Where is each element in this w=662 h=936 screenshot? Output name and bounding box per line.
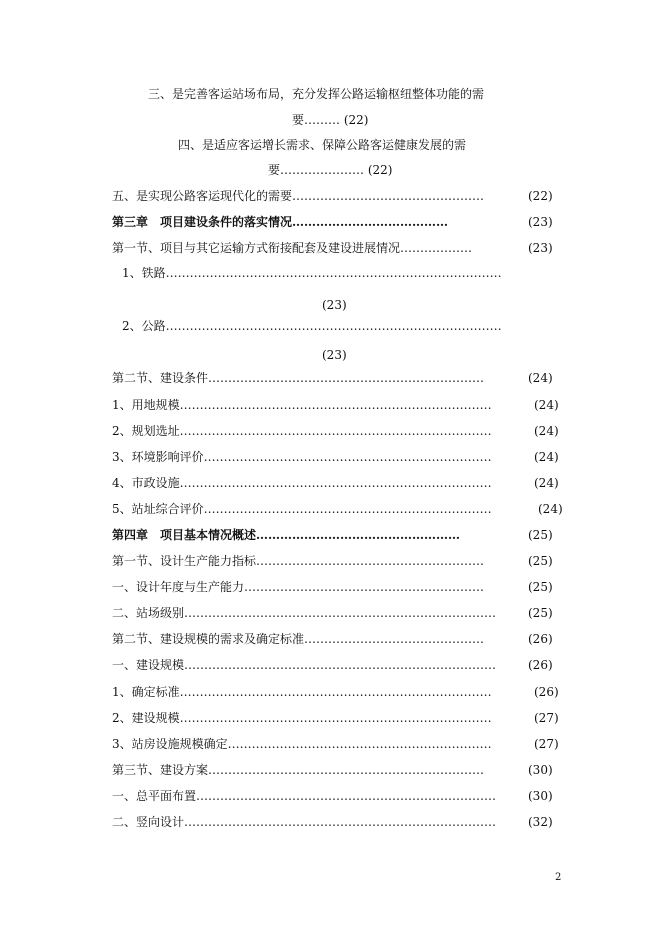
toc-entry-page: (25) xyxy=(528,606,553,620)
toc-entry-page: (24) xyxy=(534,450,559,464)
toc-entry-highway: 2、公路………………………………………………………………………… xyxy=(122,319,502,333)
toc-entry-page: (30) xyxy=(528,789,553,803)
toc-entry-page: (32) xyxy=(528,815,553,829)
toc-entry-page: (24) xyxy=(534,476,559,490)
toc-entry-text: 第一节、项目与其它运输方式衔接配套及建设进展情况……………… xyxy=(112,241,473,255)
toc-chapter-4-title: 第四章 项目基本情况概述…………………………………………… xyxy=(112,528,461,542)
toc-entry-text: 第三节、建设方案…………………………………………………………… xyxy=(112,763,485,777)
toc-entry-text: 五、是实现公路客运现代化的需要………………………………………… xyxy=(112,189,485,203)
toc-entry-text: 一、总平面布置………………………………………………………………… xyxy=(112,789,497,803)
toc-entry-text: 第二节、建设规模的需求及确定标准……………………………………… xyxy=(112,632,485,646)
toc-entry-3-cont: 要……… (22) xyxy=(292,113,369,127)
toc-entry-page: (24) xyxy=(534,424,559,438)
toc-entry-3-text: 三、是完善客运站场布局，充分发挥公路运输枢纽整体功能的需 xyxy=(148,87,485,101)
toc-entry-page: (30) xyxy=(528,763,553,777)
toc-entry-page: (26) xyxy=(528,658,553,672)
toc-entry-text: 一、设计年度与生产能力…………………………………………………… xyxy=(112,580,485,594)
toc-chapter-3-page: (23) xyxy=(528,215,553,229)
toc-entry-page: (24) xyxy=(538,502,563,516)
toc-entry-text: 4、市政设施…………………………………………………………………… xyxy=(112,476,492,490)
toc-entry-page: (24) xyxy=(528,371,553,385)
toc-entry-page: (27) xyxy=(534,711,559,725)
toc-entry-text: 2、建设规模…………………………………………………………………… xyxy=(112,711,492,725)
toc-entry-text: 1、确定标准…………………………………………………………………… xyxy=(112,685,492,699)
toc-entry-page: (26) xyxy=(534,685,559,699)
toc-entry-text: 第二节、建设条件…………………………………………………………… xyxy=(112,371,485,385)
toc-entry-page: (22) xyxy=(528,189,553,203)
toc-entry-text: 5、站址综合评价……………………………………………………………… xyxy=(112,502,492,516)
toc-entry-highway-page: (23) xyxy=(322,348,347,362)
page-number: 2 xyxy=(555,872,562,883)
toc-entry-railway-page: (23) xyxy=(322,298,347,312)
toc-entry-text: 第一节、设计生产能力指标………………………………………………… xyxy=(112,554,485,568)
toc-entry-page: (24) xyxy=(534,398,559,412)
toc-entry-page: (23) xyxy=(528,241,553,255)
toc-entry-text: 2、规划选址…………………………………………………………………… xyxy=(112,424,492,438)
toc-entry-page: (25) xyxy=(528,580,553,594)
toc-chapter-3-title: 第三章 项目建设条件的落实情况………………………………… xyxy=(112,215,449,229)
toc-entry-page: (25) xyxy=(528,554,553,568)
toc-entry-text: 二、站场级别…………………………………………………………………… xyxy=(112,606,497,620)
toc-entry-text: 一、建设规模…………………………………………………………………… xyxy=(112,658,497,672)
toc-entry-text: 3、环境影响评价……………………………………………………………… xyxy=(112,450,492,464)
toc-chapter-4-page: (25) xyxy=(528,528,553,542)
toc-entry-page: (26) xyxy=(528,632,553,646)
toc-entry-4-cont: 要………………… (22) xyxy=(268,163,393,177)
toc-entry-4-text: 四、是适应客运增长需求、保障公路客运健康发展的需 xyxy=(178,138,467,152)
toc-entry-page: (27) xyxy=(534,737,559,751)
toc-entry-text: 1、用地规模…………………………………………………………………… xyxy=(112,398,492,412)
toc-entry-text: 二、竖向设计…………………………………………………………………… xyxy=(112,815,497,829)
toc-entry-railway: 1、铁路………………………………………………………………………… xyxy=(122,266,502,280)
toc-entry-text: 3、站房设施规模确定………………………………………………………… xyxy=(112,737,492,751)
